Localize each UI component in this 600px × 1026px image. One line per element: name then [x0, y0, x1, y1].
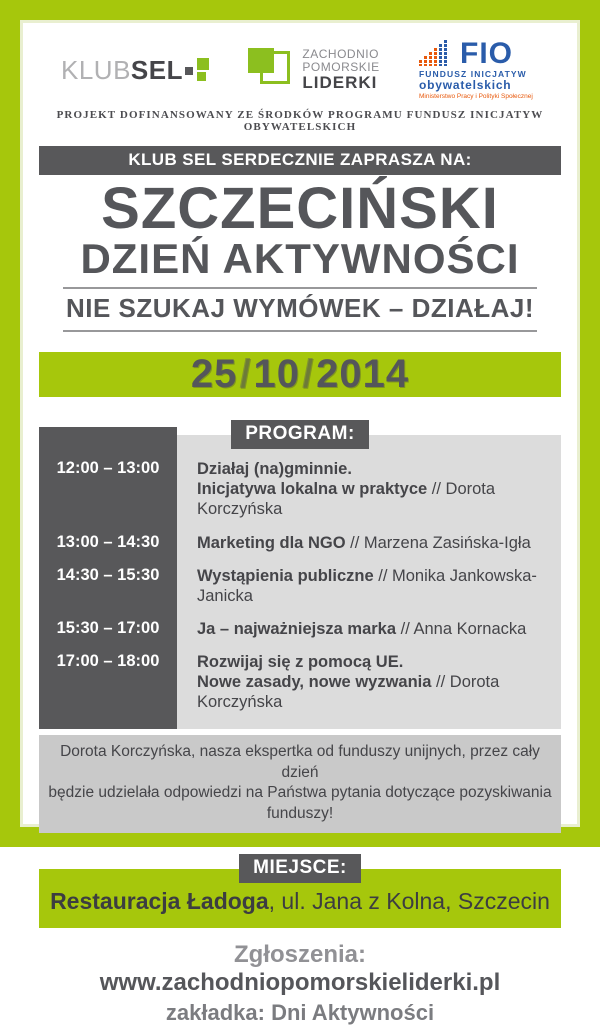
- session-title: Wystąpienia publiczne: [197, 566, 374, 585]
- session-title: Rozwijaj się z pomocą UE.: [197, 653, 404, 672]
- program-heading-row: [37, 420, 563, 449]
- venue-name: Restauracja Ładoga: [50, 888, 269, 915]
- fio-acronym: FIO: [460, 36, 513, 70]
- session-title: Działaj (na)gminnie.: [197, 460, 352, 479]
- session-speaker: // Anna Kornacka: [400, 619, 527, 638]
- program-session: [177, 619, 532, 639]
- date-separator: /: [239, 352, 252, 397]
- session-speaker: // Dorota Korczyńska: [197, 480, 496, 519]
- fio-line2: obywatelskich: [419, 78, 512, 92]
- date-year: 2014: [316, 352, 410, 397]
- venue-address: , ul. Jana z Kolna, Szczecin: [268, 888, 550, 915]
- date-day: 25: [190, 352, 238, 397]
- signup-url: www.zachodniopomorskieliderki.pl: [99, 969, 501, 997]
- liderki-line2: POMORSKIE: [302, 60, 380, 75]
- session-title: Marketing dla NGO: [197, 533, 346, 552]
- expert-note-line2: będzie udzielała odpowiedzi na Państwa pytania dotyczące pozyskiwania funduszy!: [48, 784, 552, 822]
- title-line1: SZCZECIŃSKI: [101, 176, 499, 241]
- program-time: 15:30 – 17:00: [56, 618, 160, 637]
- expert-note: [39, 735, 561, 833]
- program-session: [177, 533, 537, 553]
- date-separator: /: [302, 352, 315, 397]
- klubsel-logo-text-bold: SEL: [130, 54, 183, 85]
- klubsel-squares-icon: [185, 57, 209, 83]
- program-row: [39, 459, 561, 519]
- program-row: [39, 619, 561, 639]
- session-speaker: // Dorota Korczyńska: [197, 673, 500, 712]
- program-time: 12:00 – 13:00: [56, 459, 160, 478]
- program-schedule: [39, 435, 561, 729]
- program-row: [39, 652, 561, 712]
- fio-logo: [419, 36, 539, 100]
- program-heading: PROGRAM:: [231, 420, 369, 449]
- session-title: Inicjatywa lokalna w praktyce: [197, 480, 428, 499]
- klubsel-logo-text-light: KLUB: [61, 54, 131, 85]
- title-line2: DZIEŃ AKTYWNOŚCI: [80, 235, 520, 283]
- signup-label: Zgłoszenia:: [233, 941, 366, 969]
- klubsel-logo: [61, 55, 209, 86]
- date-month: 10: [253, 352, 300, 397]
- signup-line: [37, 941, 563, 997]
- program-time: 13:00 – 14:30: [56, 532, 160, 551]
- program-row: [39, 566, 561, 606]
- venue-heading-row: [37, 854, 563, 883]
- green-square-icon: [248, 48, 294, 92]
- fio-line1: FUNDUSZ INICJATYW: [419, 69, 527, 79]
- program-row: [39, 533, 561, 553]
- liderki-line3: LIDERKI: [302, 72, 378, 92]
- program-time: 17:00 – 18:00: [56, 652, 160, 671]
- funding-note: PROJEKT DOFINANSOWANY ZE ŚRODKÓW PROGRAMU FUNDUSZ INICJATYW OBYWATELSKICH: [56, 109, 544, 133]
- liderki-logo-text: [302, 48, 379, 91]
- tagline-rule-box: [63, 287, 537, 332]
- session-title: Nowe zasady, nowe wyzwania: [197, 673, 432, 692]
- session-title: Ja – najważniejsza marka: [197, 619, 397, 638]
- session-speaker: // Monika Jankowska-Janicka: [197, 566, 537, 605]
- signup-tab-line: zakładka: Dni Aktywności: [165, 1000, 435, 1026]
- expert-note-line1: Dorota Korczyńska, nasza ekspertka od funduszy unijnych, przez cały dzień: [60, 743, 540, 781]
- dots-chart-icon: [419, 40, 453, 66]
- program-session: [177, 652, 561, 712]
- fio-line3: Ministerstwo Pracy i Polityki Społecznej: [419, 93, 533, 100]
- program-session: [177, 459, 561, 519]
- invite-banner: KLUB SEL SERDECZNIE ZAPRASZA NA:: [39, 146, 561, 175]
- poster-content: [20, 20, 580, 1026]
- venue-heading: MIEJSCE:: [239, 854, 361, 883]
- date-banner: [39, 352, 561, 397]
- program-session: [177, 566, 561, 606]
- liderki-line1: ZACHODNIO: [302, 47, 379, 62]
- program-time: 14:30 – 15:30: [56, 565, 160, 584]
- liderki-logo: [248, 48, 379, 92]
- logo-row: [61, 36, 539, 100]
- tagline: NIE SZUKAJ WYMÓWEK – DZIAŁAJ!: [65, 293, 535, 324]
- session-speaker: // Marzena Zasińska-Igła: [350, 533, 531, 552]
